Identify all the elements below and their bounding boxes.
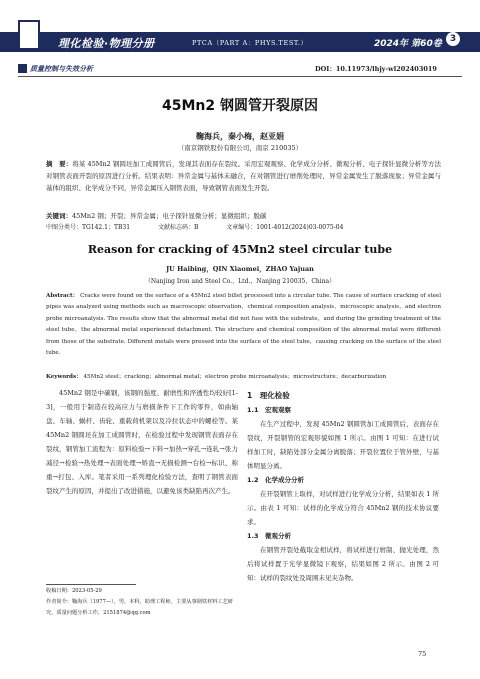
- column-tag: 质量控制与失效分析: [30, 65, 93, 73]
- issue-badge: 3: [446, 32, 460, 46]
- abstract-en-text: Cracks were found on the surface of a 45Mn2 steel billet processed into a circular tube. The cause of surface cracking of steel pipes was analyzed using methods such as macroscopic observation，chemical composition analysis，microscopic analysis，and electron probe microanalysis. The results show that the abnormal metal did not fuse with the substrate，and during the grinding treatment of the steel tube，the abnormal metal experienced detachment. The structure and chemical composition of the abnormal metal were different from those of the substrate. Different metals were pressed into the surface of the steel tube，causing cracking on the surface of the steel tube.: [46, 293, 442, 357]
- title-zh: 45Mn2 钢圆管开裂原因: [162, 98, 318, 114]
- journal-name: PTCA（PART A：PHYS.TEST.）: [192, 39, 308, 47]
- abstract-en: [46, 291, 441, 359]
- intro-paragraph: 45Mn2 钢是中碳钢，该钢的强度、耐磨性和淬透性均较好[1-3]，一般用于制造在较高应力与磨损条件下工作的零件，如曲轴盘、车轴、蜗杆、齿轮、重载荷机架以及冷拉状态中的螺栓等。某 45Mn2 钢圆坯在加工成圆管时，在检验过程中发现钢管表面存在裂纹，钢管加工流程为：原料检验→下料→加热→穿孔→连轧→张力减径→检验→热处理→表面处理→矫直→无损检测→台检→标识、称重→打包、入库。笔者采用一系列理化检验方法，查明了钢管表面裂纹产生的原因，并提出了改进措施，以避免该类缺陷再次产生。: [46, 389, 238, 495]
- page-number: 75: [418, 650, 427, 658]
- section-heading: 1 理化检验: [247, 391, 290, 400]
- document-code: 文献标志码：B: [157, 224, 199, 231]
- body-paragraph: 在开裂钢管上取样，对试样进行化学成分分析，结果如表 1 所示。由表 1 可知：试样的化学成分符合 45Mn2 钢的技术协议要求。: [247, 490, 439, 526]
- authors-en: JU Haibing，QIN Xiaomei，ZHAO Yajuan: [166, 265, 314, 273]
- column-square-icon: [18, 64, 27, 73]
- header-rule: [18, 76, 462, 77]
- article-number: 文章编号：1001-4012(2024)03-0075-04: [226, 224, 344, 231]
- year-volume: 2024年 第60卷: [374, 39, 442, 49]
- keywords-zh-label: 关键词：: [46, 212, 72, 220]
- body-paragraph: 在钢管开裂处截取金相试样，将试样进行磨制、抛光处理，然后将试样置于光学显微镜下观察，结果如图 2 所示。由图 2 可知：试样的裂纹处及周围未见夹杂物。: [247, 546, 439, 582]
- affiliation-en: （Nanjing Iron and Steel Co.，Ltd.，Nanjing 210035，China）: [144, 278, 336, 285]
- body-right-column: [247, 388, 439, 585]
- body-paragraph: 在生产过程中，发现 45Mn2 钢圆管加工成圆管后，表面存在裂纹，开裂钢管的宏观形貌如图 1 所示。由图 1 可知：在进行试样加工时，缺陷处部分金属分离脱落；开裂位置位于管外壁，与基体明显分离。: [247, 420, 439, 470]
- subsection-heading: 1.2 化学成分分析: [247, 476, 305, 484]
- subsection-heading: 1.1 宏观观察: [247, 406, 292, 414]
- body-left-column: [46, 386, 238, 498]
- journal-logo: [18, 20, 40, 50]
- affiliation-zh: （南京钢铁股份有限公司，南京 210035）: [177, 144, 303, 152]
- classification-row: [46, 222, 441, 231]
- abstract-zh-text: 将某 45Mn2 钢圆坯加工成圆管后，发现其表面存在裂纹。采用宏观观察、化学成分分析、微观分析、电子探针显微分析等方法对钢管表面开裂的原因进行分析。结果表明：异常金属与基体未融合，在对钢管进行磨削处理时，异常金属发生了脱落现象；异常金属与基体的组织、化学成分不同，异常金属压入钢管表面，导致钢管表面发生开裂。: [46, 160, 442, 192]
- keywords-zh-text: 45Mn2 钢；开裂；异常金属；电子探针显微分析；显微组织；脱碳: [72, 212, 267, 220]
- abstract-zh-label: 摘 要：: [46, 160, 73, 168]
- footnote-rule: [46, 584, 136, 585]
- doi: DOI：10.11973/lhjy-wl202403019: [315, 65, 437, 73]
- keywords-en: [46, 372, 441, 383]
- journal-brand: 理化检验·物理分册: [58, 37, 155, 50]
- abstract-en-label: Abstract：: [46, 293, 79, 299]
- keywords-zh: [46, 210, 441, 222]
- clc-number: 中图分类号：TG142.1；TB31: [46, 224, 131, 231]
- abstract-zh: [46, 158, 441, 194]
- subsection-heading: 1.3 微观分析: [247, 532, 292, 540]
- authors-zh: 鞠海兵，秦小梅，赵亚娟: [196, 131, 284, 141]
- author-info: 作者简介：鞠海兵（1977—），男，本科，助理工程师，主要从事钢铁材料工艺研究，质量问题分析工作，2151874@qq.com: [46, 599, 233, 616]
- keywords-en-text: 45Mn2 steel；cracking；abnormal metal；electron probe microanalysis；microstructure；decarburization: [83, 374, 387, 380]
- keywords-en-label: Keywords：: [46, 374, 82, 380]
- received-date: 收稿日期：2023-05-29: [46, 588, 102, 594]
- footnote: [46, 586, 238, 619]
- title-en: Reason for cracking of 45Mn2 steel circular tube: [87, 243, 393, 256]
